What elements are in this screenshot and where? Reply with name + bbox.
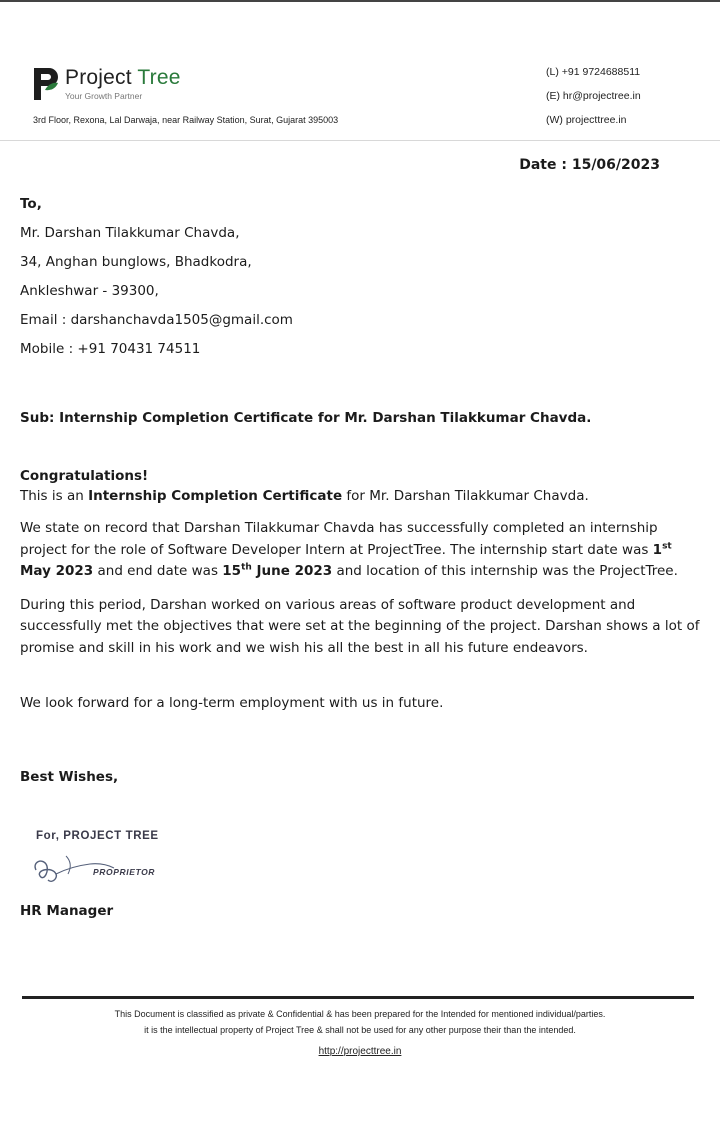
contact-block — [546, 65, 641, 137]
start-date: 1st May 2023 — [20, 541, 672, 579]
website-line: (W) projecttree.in — [546, 114, 627, 126]
recipient-address-2: Ankleshwar - 39300, — [20, 283, 159, 299]
greeting: Congratulations! — [20, 468, 149, 484]
paragraph-performance: During this period, Darshan worked on various areas of software product development and successfully met the objectives that were set at the beginning of the project. Darshan shows a lot of promise and skill in his work and we wish his all the best in all his future endeavors. — [20, 596, 700, 656]
recipient-name: Mr. Darshan Tilakkumar Chavda, — [20, 225, 240, 241]
brand-name: Project Tree — [65, 66, 181, 89]
letter-date: Date : 15/06/2023 — [519, 157, 660, 173]
closing: Best Wishes, — [20, 768, 119, 785]
signatory-title: HR Manager — [20, 903, 114, 919]
header-divider — [0, 140, 720, 141]
stamp-company: For, PROJECT TREE — [36, 830, 159, 842]
footer-website-link[interactable]: http://projecttree.in — [318, 1046, 402, 1057]
phone-line: (L) +91 9724688511 — [546, 66, 641, 78]
company-stamp — [30, 826, 190, 890]
recipient-mobile: Mobile : +91 70431 74511 — [20, 341, 201, 357]
footer-ip-line: it is the intellectual property of Project Tree & shall not be used for any other purpose their than the intended. — [144, 1025, 576, 1035]
recipient-email: Email : darshanchavda1505@gmail.com — [20, 312, 293, 328]
paragraph-internship-details: We state on record that Darshan Tilakkumar Chavda has successfully completed an internship project for the role of Software Developer Intern at ProjectTree. The internship start date was 1st May 2023 and end date was 15th June 2023 and location of this internship was the ProjectTree. — [20, 520, 678, 579]
footer — [0, 1006, 720, 1060]
company-address: 3rd Floor, Rexona, Lal Darwaja, near Railway Station, Surat, Gujarat 395003 — [33, 115, 339, 125]
letter-body — [20, 190, 700, 785]
subject-line: Sub: Internship Completion Certificate for Mr. Darshan Tilakkumar Chavda. — [20, 410, 592, 426]
company-logo — [32, 66, 181, 102]
email-line: (E) hr@projectree.in — [546, 90, 641, 102]
to-label: To, — [20, 196, 42, 212]
project-tree-logo-icon — [32, 66, 60, 102]
footer-divider — [22, 996, 694, 999]
footer-confidential-line: This Document is classified as private & Confidential & has been prepared for the Intended for mentioned individual/parties. — [114, 1009, 606, 1019]
intro-line: This is an Internship Completion Certificate for Mr. Darshan Tilakkumar Chavda. — [20, 488, 589, 504]
recipient-address-1: 34, Anghan bunglows, Bhadkodra, — [20, 254, 252, 270]
stamp-role: PROPRIETOR — [93, 867, 156, 877]
brand-tagline: Your Growth Partner — [65, 91, 143, 101]
paragraph-future: We look forward for a long-term employment with us in future. — [20, 695, 444, 711]
top-border — [0, 0, 720, 2]
end-date: 15th June 2023 — [222, 562, 333, 579]
